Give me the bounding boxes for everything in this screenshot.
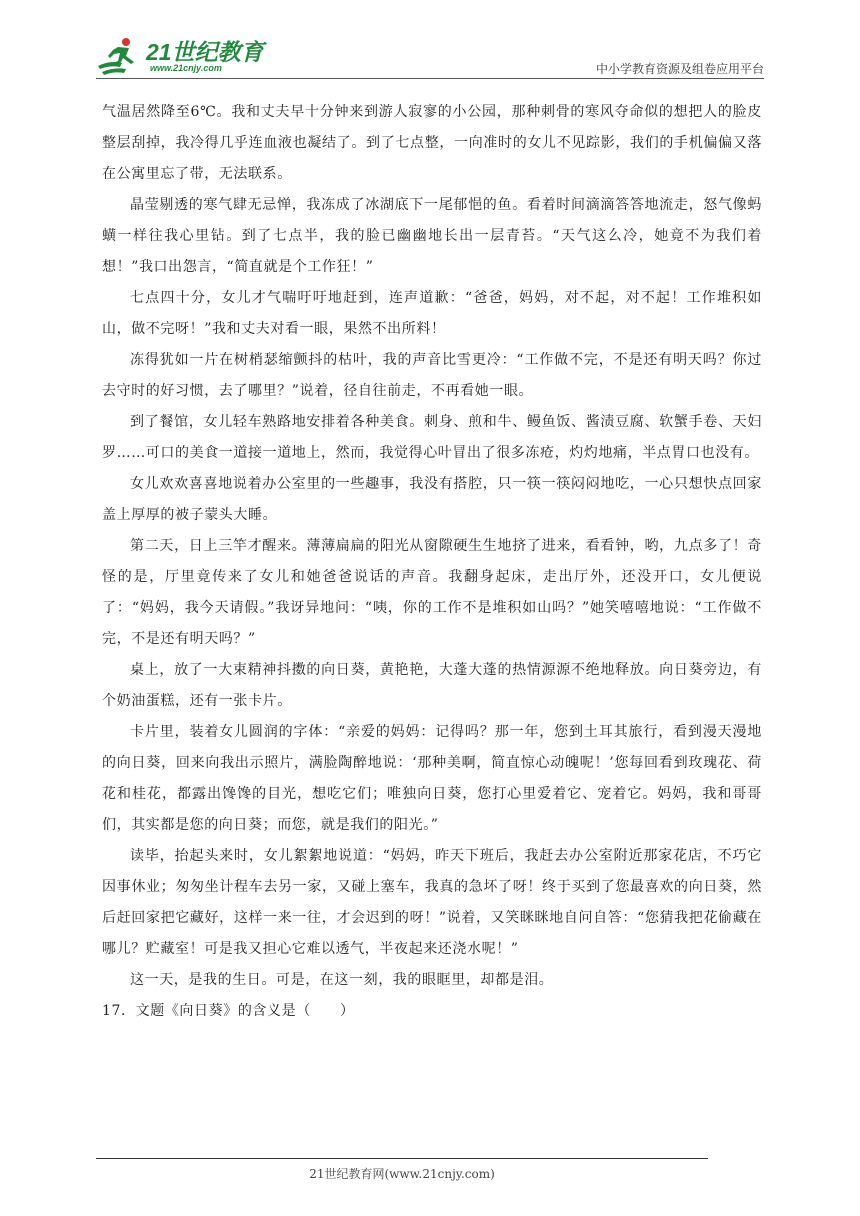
paragraph-11: 这一天，是我的生日。可是，在这一刻，我的眼眶里，却都是泪。 bbox=[130, 972, 554, 988]
paragraph-3: 七点四十分，女儿才气喘吁吁地赶到，连声道歉：“爸爸，妈妈，对不起，对不起！工作堆积如山，做不完呀！”我和丈夫对看一眼，果然不出所料！ bbox=[102, 290, 762, 337]
footer-divider bbox=[96, 1158, 708, 1159]
question-17: 17．文题《向日葵》的含义是（ ） bbox=[102, 1003, 355, 1019]
paragraph-10: 读毕，抬起头来时，女儿絮絮地说道：“妈妈，昨天下班后，我赶去办公室附近那家花店，不巧它因事休业；匆匆坐计程车去另一家，又碰上塞车，我真的急坏了呀！终于买到了您最喜欢的向日葵，然后赶回家把它藏好，这样一来一往，才会迟到的呀！”说着，又笑眯眯地自问自答：“您猜我把花偷藏在哪儿？贮藏室！可是我又担心它难以透气，半夜起来还浇水呢！” bbox=[102, 848, 762, 957]
logo-url: www.21cnjy.com bbox=[150, 63, 222, 73]
paragraph-1: 气温居然降至6℃。我和丈夫早十分钟来到游人寂寥的小公园，那种刺骨的寒风夺命似的想把人的脸皮整层刮掉，我冷得几乎连血液也凝结了。到了七点整，一向准时的女儿不见踪影，我们的手机偏偏又落在公寓里忘了带，无法联系。 bbox=[102, 104, 762, 182]
paragraph-6: 女儿欢欢喜喜地说着办公室里的一些趣事，我没有搭腔，只一筷一筷闷闷地吃，一心只想快点回家盖上厚厚的被子蒙头大睡。 bbox=[102, 476, 762, 523]
article-body bbox=[102, 97, 762, 1027]
page-header bbox=[96, 30, 764, 84]
platform-name: 中小学教育资源及组卷应用平台 bbox=[595, 62, 764, 76]
logo-text: 21世纪教育 bbox=[146, 39, 264, 65]
paragraph-7: 第二天，日上三竿才醒来。薄薄扁扁的阳光从窗隙硬生生地挤了进来，看看钟，哟，九点多了！奇怪的是，厅里竟传来了女儿和她爸爸说话的声音。我翻身起床，走出厅外，还没开口，女儿便说了：“妈妈，我今天请假。”我讶异地问：“咦，你的工作不是堆积如山吗？”她笑嘻嘻地说：“工作做不完，不是还有明天吗？” bbox=[102, 538, 762, 647]
page-footer[interactable]: 21世纪教育网(www.21cnjy.com) bbox=[309, 1167, 495, 1181]
paragraph-8: 桌上，放了一大束精神抖擞的向日葵，黄艳艳，大蓬大蓬的热情源源不绝地释放。向日葵旁边，有个奶油蛋糕，还有一张卡片。 bbox=[102, 662, 762, 709]
paragraph-2: 晶莹剔透的寒气肆无忌惮，我冻成了冰湖底下一尾郁悒的鱼。看着时间滴滴答答地流走，怒气像蚂蟥一样往我心里钻。到了七点半，我的脸已幽幽地长出一层青苔。“天气这么冷，她竟不为我们着想！”我口出怨言，“简直就是个工作狂！” bbox=[102, 197, 762, 275]
paragraph-4: 冻得犹如一片在树梢瑟缩颤抖的枯叶，我的声音比雪更冷：“工作做不完，不是还有明天吗？你过去守时的好习惯，去了哪里？”说着，径自往前走，不再看她一眼。 bbox=[102, 352, 762, 399]
header-divider bbox=[96, 78, 764, 79]
paragraph-9: 卡片里，装着女儿圆润的字体：“亲爱的妈妈：记得吗？那一年，您到土耳其旅行，看到漫天漫地的向日葵，回来向我出示照片，满脸陶醉地说：‘那种美啊，简直惊心动魄呢！’您每回看到玫瑰花、荷花和桂花，都露出馋馋的目光，想吃它们；唯独向日葵，您打心里爱着它、宠着它。妈妈，我和哥哥们，其实都是您的向日葵；而您，就是我们的阳光。” bbox=[102, 724, 762, 833]
paragraph-5: 到了餐馆，女儿轻车熟路地安排着各种美食。刺身、煎和牛、鳗鱼饭、酱渍豆腐、软蟹手卷、天妇罗……可口的美食一道接一道地上，然而，我觉得心叶冒出了很多冻疮，灼灼地痛，半点胃口也没有。 bbox=[102, 414, 762, 461]
runner-logo-icon bbox=[96, 36, 142, 76]
site-logo[interactable] bbox=[96, 30, 266, 76]
